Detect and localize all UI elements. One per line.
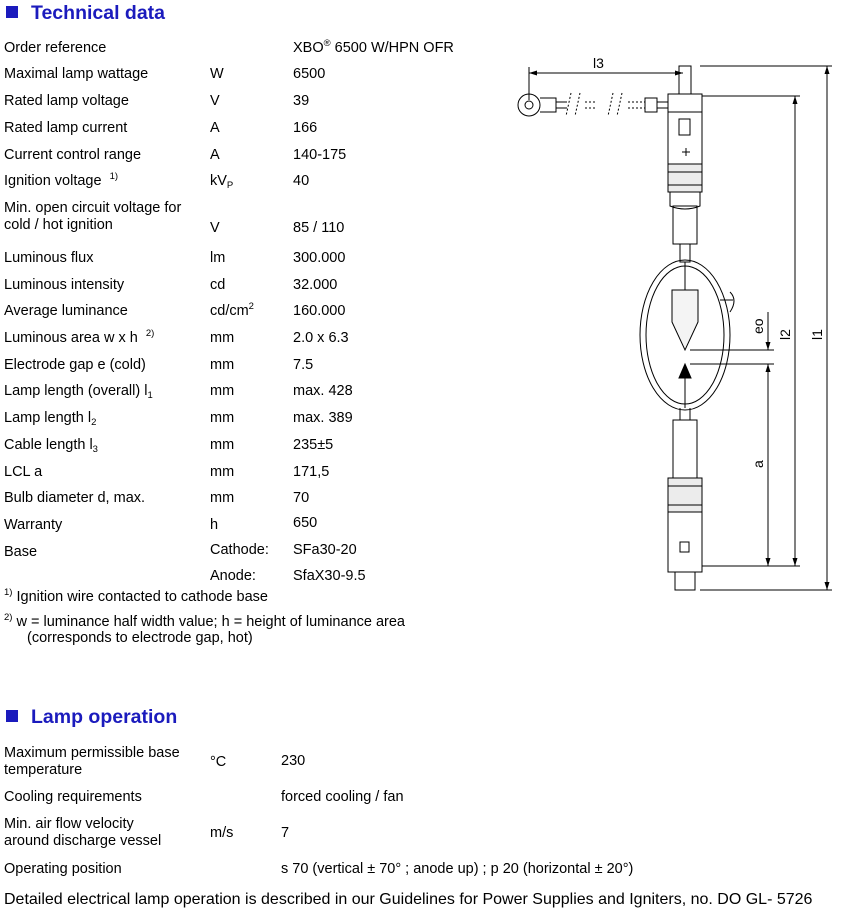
footnote-2-continued: (corresponds to electrode gap, hot) bbox=[27, 630, 253, 646]
row-value-base-cathode: SFa30-20 bbox=[293, 542, 357, 558]
footnote-1: $^{1)}$ Ignition wire contacted to cathode base bbox=[4, 587, 268, 605]
row-unit-average-luminance: $cd/cm^2$ bbox=[210, 301, 254, 319]
operation-guidelines-note: Detailed electrical lamp operation is described in our Guidelines for Power Supplies and Igniters, no. DO GL- 5726 bbox=[4, 891, 813, 908]
row-value-average-luminance: 160.000 bbox=[293, 303, 346, 319]
lamp-operation-heading: Lamp operation bbox=[6, 706, 177, 729]
footnote-2: $^{2)}$ w = luminance half width value; h = height of luminance area bbox=[4, 612, 405, 630]
row-value-lamp-length: max. 389 bbox=[293, 410, 353, 426]
op-value-base-temperature: 230 bbox=[281, 753, 306, 769]
row-label-rated-current: Rated lamp current bbox=[4, 120, 128, 136]
op-value-air-flow: 7 bbox=[281, 825, 290, 841]
row-unit-base-cathode: Cathode: bbox=[210, 542, 269, 558]
row-value-electrode-gap: 7.5 bbox=[293, 357, 314, 373]
row-label-luminous-flux: Luminous flux bbox=[4, 250, 94, 266]
row-label-current-range: Current control range bbox=[4, 147, 142, 163]
l3-label: l3 bbox=[593, 55, 604, 71]
row-unit-luminous-intensity: cd bbox=[210, 277, 226, 293]
row-label-lcl: LCL a bbox=[4, 464, 43, 480]
row-value-current-range: 140-175 bbox=[293, 147, 347, 163]
row-label-rated-voltage: Rated lamp voltage bbox=[4, 93, 129, 109]
row-unit-ignition-voltage: $kV_P$ bbox=[210, 173, 234, 191]
eo-label: eo bbox=[750, 318, 766, 334]
row-label-order-reference: Order reference bbox=[4, 40, 107, 56]
row-value-max-wattage: 6500 bbox=[293, 66, 326, 82]
op-label-cooling: Cooling requirements bbox=[4, 789, 142, 805]
row-label-cable-length: Cable length $l_3$ bbox=[4, 437, 98, 455]
row-label-open-circuit-voltage: Min. open circuit voltage for cold / hot ignition bbox=[4, 200, 182, 233]
row-unit-base-anode: Anode: bbox=[210, 568, 256, 584]
op-label-operating-position: Operating position bbox=[4, 861, 122, 877]
row-unit-max-wattage: W bbox=[210, 66, 224, 82]
row-label-bulb-diameter: Bulb diameter d, max. bbox=[4, 490, 146, 506]
row-unit-lamp-length: mm bbox=[210, 410, 235, 426]
row-unit-rated-voltage: V bbox=[210, 93, 220, 109]
row-label-average-luminance: Average luminance bbox=[4, 303, 128, 319]
row-label-luminous-intensity: Luminous intensity bbox=[4, 277, 125, 293]
row-value-ignition-voltage: 40 bbox=[293, 173, 310, 189]
lamp-dimension-diagram bbox=[500, 50, 840, 600]
square-bullet-icon bbox=[6, 6, 18, 18]
row-label-lamp-length: Lamp length $l_2$ bbox=[4, 410, 97, 428]
row-label-max-wattage: Maximal lamp wattage bbox=[4, 66, 149, 82]
row-unit-current-range: A bbox=[210, 147, 220, 163]
row-value-lamp-length-overall: max. 428 bbox=[293, 383, 353, 399]
row-value-cable-length: 235±5 bbox=[293, 437, 334, 453]
row-label-electrode-gap: Electrode gap e (cold) bbox=[4, 357, 146, 373]
l1-label: l1 bbox=[809, 329, 825, 340]
row-unit-lamp-length-overall: mm bbox=[210, 383, 235, 399]
op-label-air-flow: Min. air flow velocity around discharge vessel bbox=[4, 816, 162, 849]
row-label-warranty: Warranty bbox=[4, 517, 63, 533]
row-value-bulb-diameter: 70 bbox=[293, 490, 310, 506]
row-unit-cable-length: mm bbox=[210, 437, 235, 453]
op-label-base-temperature: Maximum permissible base temperature bbox=[4, 745, 180, 778]
op-unit-base-temperature: °C bbox=[210, 754, 227, 770]
row-value-order-reference: XBO® 6500 W/HPN OFR bbox=[293, 38, 454, 56]
row-value-base-anode: SfaX30-9.5 bbox=[293, 568, 366, 584]
row-value-open-circuit-voltage: 85 / 110 bbox=[293, 220, 345, 236]
row-unit-open-circuit-voltage: V bbox=[210, 220, 220, 236]
row-label-luminous-area: Luminous area w x h $^{2)}$ bbox=[4, 328, 155, 346]
row-label-ignition-voltage: Ignition voltage $^{1)}$ bbox=[4, 171, 119, 189]
l2-label: l2 bbox=[777, 329, 793, 340]
row-unit-luminous-area: mm bbox=[210, 330, 235, 346]
row-unit-lcl: mm bbox=[210, 464, 235, 480]
row-value-rated-voltage: 39 bbox=[293, 93, 310, 109]
a-label: a bbox=[750, 460, 766, 468]
row-value-luminous-intensity: 32.000 bbox=[293, 277, 338, 293]
row-label-base: Base bbox=[4, 544, 38, 560]
row-value-luminous-flux: 300.000 bbox=[293, 250, 346, 266]
op-unit-air-flow: m/s bbox=[210, 825, 234, 841]
technical-data-heading: Technical data bbox=[6, 2, 165, 25]
op-value-operating-position: s 70 (vertical ± 70° ; anode up) ; p 20 (horizontal ± 20°) bbox=[281, 861, 634, 877]
row-value-luminous-area: 2.0 x 6.3 bbox=[293, 330, 349, 346]
row-label-lamp-length-overall: Lamp length (overall) $l_1$ bbox=[4, 383, 153, 401]
row-unit-rated-current: A bbox=[210, 120, 220, 136]
row-unit-electrode-gap: mm bbox=[210, 357, 235, 373]
row-value-lcl: 171,5 bbox=[293, 464, 330, 480]
row-unit-luminous-flux: lm bbox=[210, 250, 226, 266]
row-unit-bulb-diameter: mm bbox=[210, 490, 235, 506]
row-value-rated-current: 166 bbox=[293, 120, 318, 136]
row-value-warranty: 650 bbox=[293, 515, 318, 531]
row-unit-warranty: h bbox=[210, 517, 219, 533]
op-value-cooling: forced cooling / fan bbox=[281, 789, 404, 805]
square-bullet-icon bbox=[6, 710, 18, 722]
